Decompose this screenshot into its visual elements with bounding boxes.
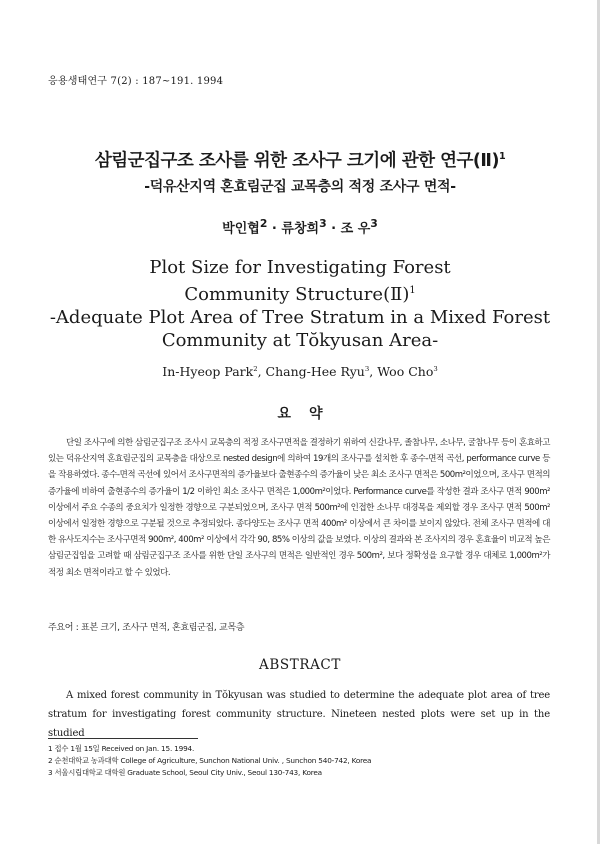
- keywords-list: 표본 크기, 조사구 면적, 혼효림군집, 교목층: [81, 623, 245, 633]
- english-abstract: [48, 686, 550, 743]
- footnote-2: 2 순천대학교 농과대학 College of Agriculture, Sunchon National Univ. , Sunchon 540-742, Korea: [48, 756, 372, 765]
- english-author-1: In-Hyeop Park: [162, 364, 254, 379]
- english-abstract-heading: ABSTRACT: [259, 657, 341, 673]
- korean-author-3: 조 우: [340, 221, 371, 237]
- korean-subtitle: -덕유산지역 혼효림군집 교목층의 적정 조사구 면적-: [144, 179, 456, 195]
- english-author-3: Woo Cho: [377, 364, 434, 379]
- english-abstract-body: A mixed forest community in Tŏkyusan was studied to determine the adequate plot area of tree stratum for investigating forest community structure. Nineteen nested plots were set up in the studied: [48, 690, 550, 739]
- english-subtitle-line-1: -Adequate Plot Area of Tree Stratum in a Mixed Forest: [49, 307, 551, 328]
- korean-author-2: 류창희: [281, 221, 320, 237]
- korean-abstract-body: 단일 조사구에 의한 삼림군집구조 조사시 교목층의 적정 조사구면적을 결정하기 위하여 신갈나무, 졸참나무, 소나무, 굴참나무 등이 혼효하고 있는 덕유산지역 혼효림군집의 교목층을 대상으로 nested design에 의하여 19개의 조사구를 설치한 후 종수-면적 곡선, performance curve 등을 작용하였다. 종수-면적 곡선에 있어서 조사구면적의 증가율보다 출현종수의 증가율이 낮은 최소 조사구 면적은 500m²이었으며, 조사구 면적의 증가율에 비하여 출현종수의 증가율이 1/2 이하인 최소 조사구 면적은 1,000m²이었다. Performance curve를 작성한 결과 조사구 면적 900m² 이상에서 주요 수종의 중요치가 일정한 경향으로 구분되었으며, 조사구 면적 500m²에 인접한 소나무 대경목을 제외할 경우 조사구 면적 500m² 이상에서 일정한 경향으로 구분될 것으로 추정되었다. 종다양도는 조사구 면적 400m² 이상에서 큰 차이를 보이지 않았다. 전체 조사구 면적에 대한 유사도지수는 조사구면적 900m², 400m² 이상에서 각각 90, 85% 이상의 값을 보였다. 이상의 결과와 본 조사지의 경우 혼효율이 비교적 높은 삼림군집임을 고려할 때 삼림군집구조 조사를 위한 단일 조사구의 면적은 일반적인 경우 500m², 보다 정확성을 요구할 경우 대체로 1,000m²가 적정 최소 면적이라고 할 수 있었다.: [48, 438, 550, 578]
- korean-abstract-heading: 요약: [277, 406, 341, 422]
- english-title-line-2: [0, 279, 600, 306]
- korean-author-1-marker: 2: [259, 217, 268, 230]
- english-title-line-2-text: Community Structure(Ⅱ): [184, 284, 410, 305]
- english-author-3-marker: 3: [433, 364, 438, 373]
- english-author-2-marker: 3: [364, 364, 370, 373]
- english-author-1-marker: 2: [253, 364, 258, 373]
- korean-authors: [0, 217, 600, 236]
- korean-title-text: 삼림군집구조 조사를 위한 조사구 크기에 관한 연구(Ⅱ): [94, 151, 499, 171]
- korean-author-3-marker: 3: [370, 217, 378, 230]
- korean-author-2-marker: 3: [319, 217, 327, 230]
- korean-title-footnote-marker: 1: [498, 151, 506, 163]
- author-separator: ,: [369, 364, 378, 379]
- footnotes: [48, 743, 558, 779]
- english-subtitle-line-2: Community at Tŏkyusan Area-: [161, 330, 439, 351]
- author-separator: ·: [267, 221, 282, 237]
- english-title-footnote-marker: 1: [409, 285, 416, 296]
- footnote-3: 3 서울시립대학교 대학원 Graduate School, Seoul City Univ., Seoul 130-743, Korea: [48, 768, 322, 777]
- korean-abstract: [48, 435, 550, 581]
- english-title-line-1: Plot Size for Investigating Forest: [149, 257, 451, 278]
- footnote-divider: [48, 738, 198, 739]
- footnote-1: 1 접수 1월 15일 Received on Jan. 15. 1994.: [48, 744, 195, 753]
- author-separator: ·: [326, 221, 341, 237]
- keywords-label: 주요어 :: [48, 623, 79, 633]
- journal-citation: 응용생태연구 7(2) : 187~191. 1994: [48, 76, 224, 87]
- keywords: [48, 620, 244, 633]
- korean-title: [0, 147, 600, 172]
- korean-author-1: 박인협: [222, 221, 260, 237]
- english-authors: [0, 364, 600, 379]
- english-author-2: Chang-Hee Ryu: [265, 364, 365, 379]
- english-title: [0, 256, 600, 352]
- author-separator: ,: [257, 364, 266, 379]
